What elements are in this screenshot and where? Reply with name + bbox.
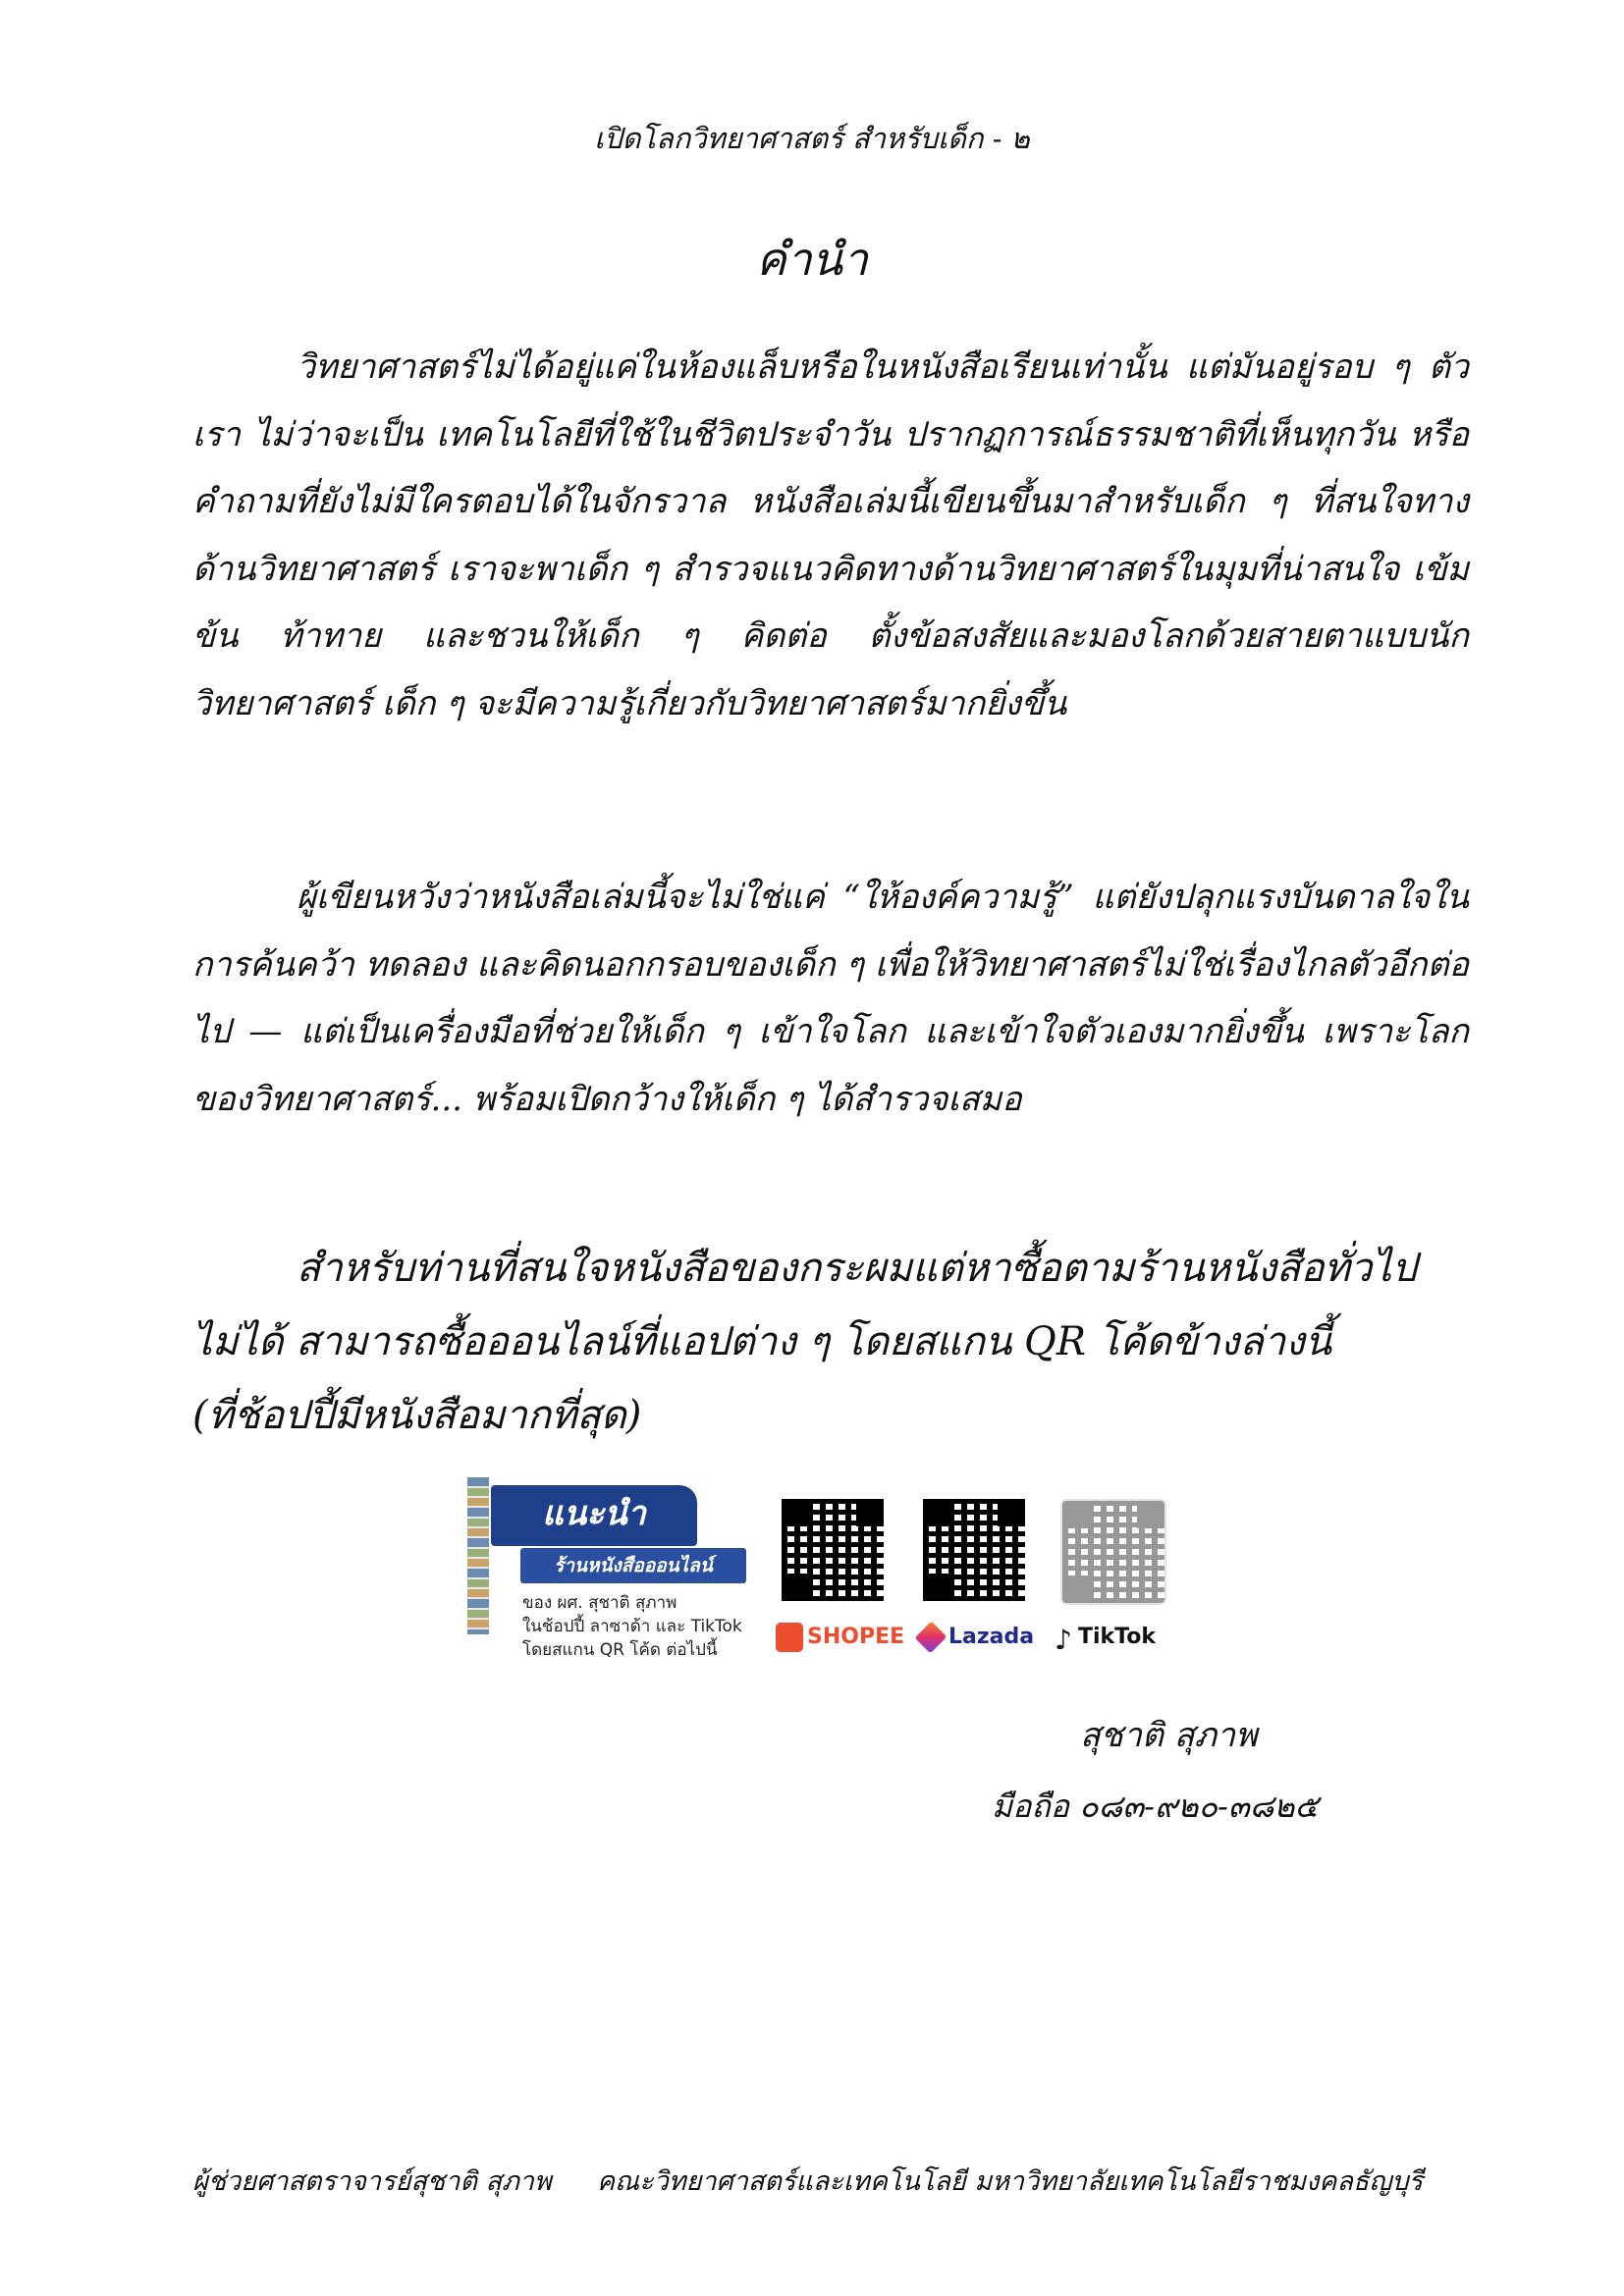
tiktok-label: TikTok bbox=[1078, 1625, 1157, 1649]
shopee-logo bbox=[776, 1620, 904, 1655]
footer-affiliation: คณะวิทยาศาสตร์และเทคโนโลยี มหาวิทยาลัยเทคโนโลยีราชมงคลธัญบุรี bbox=[597, 2166, 1423, 2197]
paragraph-2: ผู้เขียนหวังว่าหนังสือเล่มนี้จะไม่ใช่แค่ “ให้องค์ความรู้” แต่ยังปลุกแรงบันดาลใจในการค้นคว้า ทดลอง และคิดนอกกรอบของเด็ก ๆ เพื่อให้วิทยาศาสตร์ไม่ใช่เรื่องไกลตัวอีกต่อไป — แต่เป็นเครื่องมือที่ช่วยให้เด็ก ๆ เข้าใจโลก และเข้าใจตัวเองมากยิ่งขึ้น เพราะโลกของวิทยาศาสตร์... พร้อมเปิดกว้างให้เด็ก ๆ ได้สำรวจเสมอ bbox=[192, 878, 1469, 1119]
page-title: คำนำ bbox=[756, 233, 868, 286]
purchase-line-1: สำหรับท่านที่สนใจหนังสือของกระผมแต่หาซื้อตามร้านหนังสือทั่วไป bbox=[297, 1246, 1417, 1291]
purchase-line-3: (ที่ช้อปปี้มีหนังสือมากที่สุด) bbox=[192, 1393, 642, 1438]
banner-subheading: ร้านหนังสือออนไลน์ bbox=[520, 1548, 746, 1583]
footer-author: ผู้ช่วยศาสตราจารย์สุชาติ สุภาพ bbox=[192, 2166, 552, 2197]
banner-line-3: โดยสแกน QR โค้ด ต่อไปนี้ bbox=[522, 1640, 718, 1660]
lazada-heart-icon bbox=[915, 1622, 947, 1654]
online-store-banner bbox=[461, 1477, 1168, 1674]
running-header: เปิดโลกวิทยาศาสตร์ สำหรับเด็ก - ๒ bbox=[594, 122, 1030, 155]
shopee-qr-code[interactable] bbox=[782, 1499, 884, 1601]
lazada-label: Lazada bbox=[948, 1625, 1035, 1649]
signature-phone: มือถือ ๐๘๓-๙๒๐-๓๘๒๕ bbox=[992, 1788, 1319, 1825]
purchase-info bbox=[192, 1232, 1469, 1453]
banner-heading: แนะนำ bbox=[491, 1485, 697, 1546]
tiktok-logo bbox=[1055, 1620, 1156, 1655]
signature-name: สุชาติ สุภาพ bbox=[1080, 1716, 1258, 1755]
tiktok-qr-code[interactable] bbox=[1060, 1499, 1166, 1605]
tiktok-note-icon bbox=[1055, 1623, 1074, 1652]
shopee-bag-icon bbox=[776, 1623, 803, 1652]
banner-line-2: ในช้อปปี้ ลาซาด้า และ TikTok bbox=[522, 1617, 742, 1636]
banner-line-1: ของ ผศ. สุชาติ สุภาพ bbox=[522, 1593, 677, 1613]
paragraph-1: วิทยาศาสตร์ไม่ได้อยู่แค่ในห้องแล็บหรือในหนังสือเรียนเท่านั้น แต่มันอยู่รอบ ๆ ตัวเรา ไม่ว่าจะเป็น เทคโนโลยีที่ใช้ในชีวิตประจำวัน ปรากฏการณ์ธรรมชาติที่เห็นทุกวัน หรือคำถามที่ยังไม่มีใครตอบได้ในจักรวาล หนังสือเล่มนี้เขียนขึ้นมาสำหรับเด็ก ๆ ที่สนใจทางด้านวิทยาศาสตร์ เราจะพาเด็ก ๆ สำรวจแนวคิดทางด้านวิทยาศาสตร์ในมุมที่น่าสนใจ เข้มข้น ท้าทาย และชวนให้เด็ก ๆ คิดต่อ ตั้งข้อสงสัยและมองโลกด้วยสายตาแบบนักวิทยาศาสตร์ เด็ก ๆ จะมีความรู้เกี่ยวกับวิทยาศาสตร์มากยิ่งขึ้น bbox=[192, 347, 1469, 723]
shopee-label: SHOPEE bbox=[807, 1625, 905, 1649]
books-stack-icon bbox=[467, 1477, 489, 1634]
lazada-logo bbox=[917, 1620, 1034, 1655]
purchase-line-2: ไม่ได้ สามารถซื้อออนไลน์ที่แอปต่าง ๆ โดยสแกน QR โค้ดข้างล่างนี้ bbox=[192, 1319, 1332, 1364]
lazada-qr-code[interactable] bbox=[923, 1499, 1025, 1601]
